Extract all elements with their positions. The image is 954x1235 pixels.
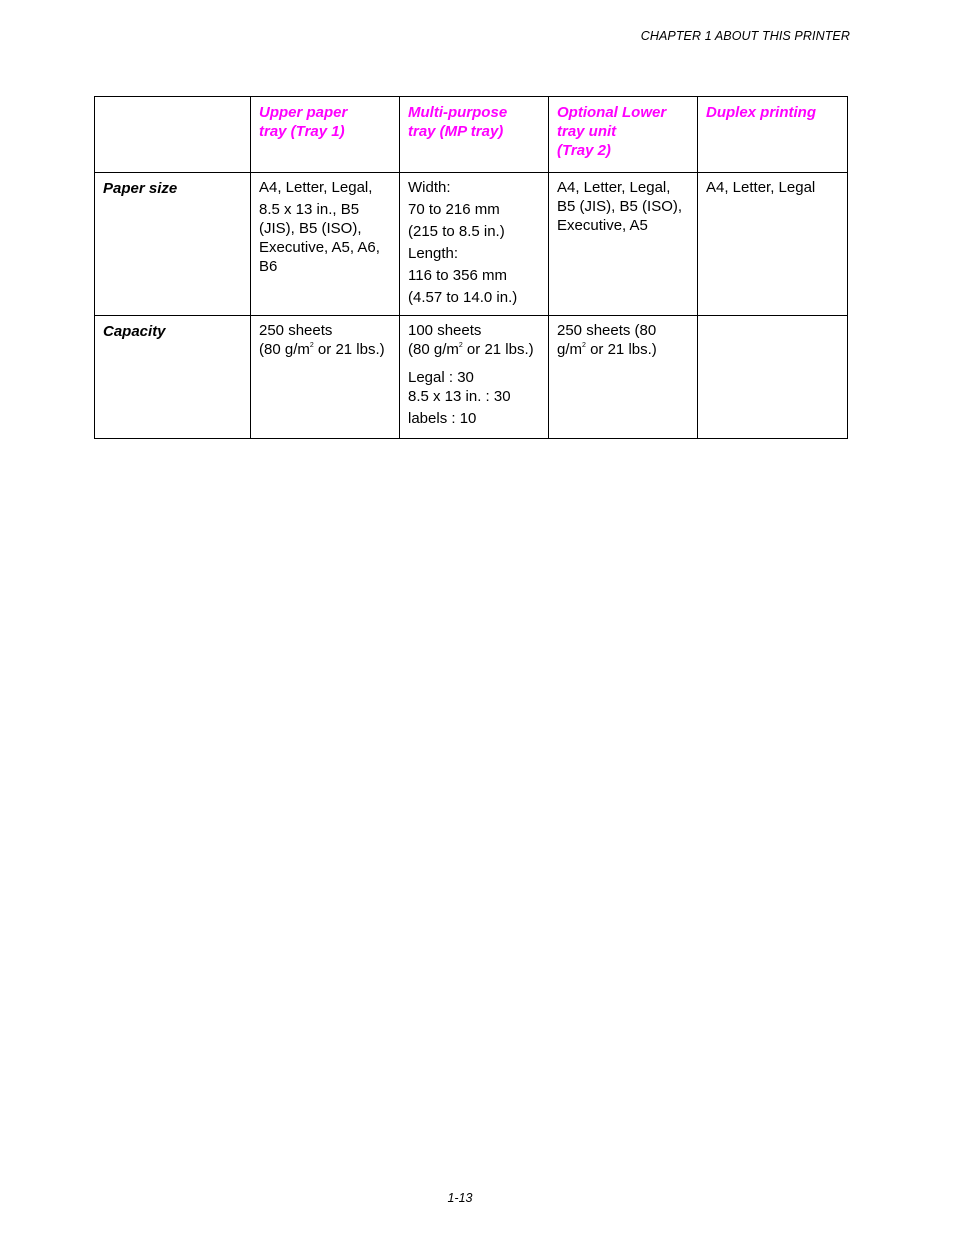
page-number: 1-13 (447, 1191, 473, 1205)
col-header-lower-tray: Optional Lower tray unit (Tray 2) (549, 97, 698, 173)
cell-paper-size-mp: Width: 70 to 216 mm (215 to 8.5 in.) Length: 116 to 356 mm (4.57 to 14.0 in.) (400, 173, 549, 316)
table-row-paper-size (95, 173, 848, 316)
cell-paper-size-duplex: A4, Letter, Legal (698, 173, 848, 316)
col-header-duplex: Duplex printing (698, 97, 848, 173)
cell-capacity-upper: 250 sheets (80 $g/m^2$ or 21 lbs.) (251, 316, 400, 439)
running-header: CHAPTER 1 ABOUT THIS PRINTER (640, 29, 850, 43)
row-label-paper-size: Paper size (95, 173, 251, 316)
col-header-mp-tray: Multi-purpose tray (MP tray) (400, 97, 549, 173)
weight-text: (80 $g/m^2$ or 21 lbs.) (259, 341, 385, 358)
corner-cell (95, 97, 251, 173)
row-label-capacity: Capacity (95, 316, 251, 439)
weight-text: (80 $g/m^2$ or 21 lbs.) (408, 341, 534, 358)
cell-capacity-mp: 100 sheets (80 $g/m^2$ or 21 lbs.) Legal : 30 8.5 x 13 in. : 30 labels : 10 (400, 316, 549, 439)
cell-capacity-lower: 250 sheets (80 $g/m^2$ or 21 lbs.) (549, 316, 698, 439)
cell-paper-size-upper: A4, Letter, Legal, 8.5 x 13 in., B5 (JIS), B5 (ISO), Executive, A5, A6, B6 (251, 173, 400, 316)
table-header-row (95, 97, 848, 173)
table-row-capacity (95, 316, 848, 439)
paper-spec-table (94, 96, 848, 439)
cell-capacity-duplex (698, 316, 848, 439)
col-header-upper-tray: Upper paper tray (Tray 1) (251, 97, 400, 173)
weight-text: $g/m^2$ or 21 lbs.) (557, 341, 657, 358)
cell-paper-size-lower: A4, Letter, Legal, B5 (JIS), B5 (ISO), Executive, A5 (549, 173, 698, 316)
